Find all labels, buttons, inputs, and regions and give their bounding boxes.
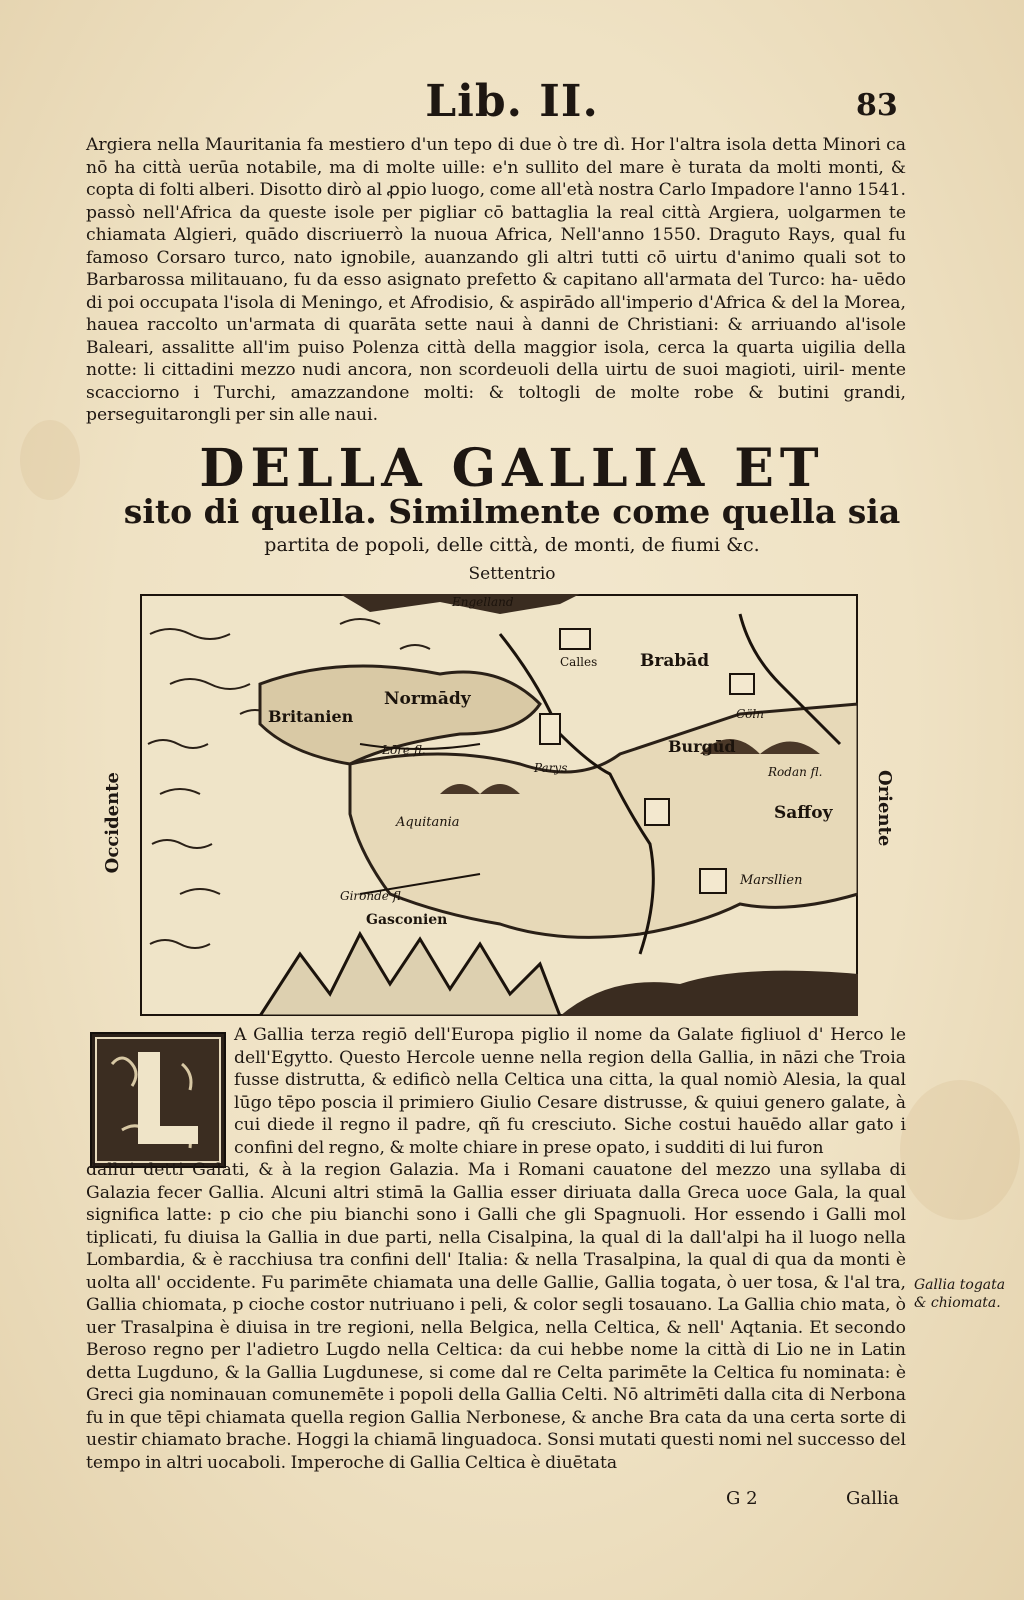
catchword: Gallia <box>846 1488 900 1509</box>
book-heading: Lib. II. <box>425 76 599 127</box>
page-number: 83 <box>856 88 898 123</box>
compass-east-label: Oriente <box>874 770 895 847</box>
chapter-subtitle-2: partita de popoli, delle città, de monti, de fiumi &c. <box>264 534 760 556</box>
map-label-rodan: Rodan fl. <box>768 765 823 779</box>
map-label-gironde: Gironde fl. <box>340 889 405 903</box>
map-label-britanien: Britanien <box>268 707 354 726</box>
chapter-subtitle: sito di quella. Similmente come quella sia <box>123 492 901 531</box>
map-label-parys: Parys <box>534 761 568 775</box>
map-label-aquitania: Aquitania <box>396 815 460 830</box>
map-label-brabad: Brabād <box>640 651 710 671</box>
map-label-lore: Lōre fl. <box>382 743 426 757</box>
marginal-note-line: & chiomata. <box>914 1295 1001 1311</box>
body-paragraph-first: A Gallia terza regiō dell'Europa piglio il nome da Galate figliuol d' Herco le dell'Egytto. Questo Hercole uenne nella region della Gallia, in nāzi che Troia fusse distrutta, & edificò nella Celtica una citta, la qual nomiò Alesia, la qual lūgo tēpo poscia il primiero Giulio Cesare distrusse, & quiui genero galate, à cui diede il regno il padre, qñ fu cresciuto. Siche costui hauēdo allar gato i confini del regno, & molte chiare in prese opato, i sudditi di lui furon <box>234 1025 906 1158</box>
chapter-title: DELLA GALLIA ET <box>199 438 825 499</box>
marginal-note-line: Gallia togata <box>914 1277 1006 1293</box>
map-label-gasconien: Gasconien <box>366 912 448 928</box>
map-label-normady: Normādy <box>384 689 471 709</box>
map-label-engelland: Engelland <box>452 595 514 609</box>
paper-stain <box>900 1080 1020 1220</box>
map-label-burgud: Burgūd <box>668 737 736 756</box>
map-label-calles: Calles <box>560 655 598 669</box>
woodcut-map-gallia <box>140 594 858 1016</box>
compass-north-label: Settentrio <box>468 564 556 584</box>
compass-west-label: Occidente <box>102 772 123 874</box>
body-paragraph: dallui detti Galati, & à la region Galazia. Ma i Romani cauatone del mezzo una syllaba di Galazia fecer Gallia. Alcuni altri stimā la Gallia esser diriuata dalla Greca uoce Gala, la qual significa latte: p cio che piu bianchi sono i Galli che gli Spagnuoli. Hor essendo i Galli mol tiplicati, fu diuisa la Gallia in due parti, nella Cisalpina, la qual di la dall'alpi ha il luogo nella Lombardia, & è racchiusa tra confini dell' Italia: & nella Trasalpina, la qual di qua da monti è uolta all' occidente. Fu parimēte chiamata una delle Gallie, Gallia togata, ò uer tosa, & l'al tra, Gallia chiomata, p cioche costor nutriuano i peli, & color segli tosauano. La Gallia chio mata, ò uer Trasalpina è diuisa in tre regioni, nella Belgica, nella Celtica, & nell' Aqtania. Et secondo Beroso regno per l'adietro Lugdo nella Celtica: da cui hebbe nome la città di Lio ne in Latin detta Lugduno, & la Gallia Lugdunese, si come dal re Celta parimēte la Celtica fu nominata: è Greci gia nominauan comunemēte i popoli della Gallia Celti. Nō altrimēti dalla cita di Nerbona fu in que tēpi chiamata quella region Gallia Nerbonese, & anche Bra cata da una certa sorte di uestir chiamato brache. Hoggi la chiamā linguadoca. Sonsi mutati questi nomi nel successo del tempo in altri uocaboli. Imperoche di Gallia Celtica è diuētata <box>86 1160 906 1473</box>
map-label-coln: Cöln <box>736 707 764 721</box>
map-label-saffoy: Saffoy <box>774 803 833 823</box>
map-label-marsllien: Marsllien <box>740 873 803 888</box>
marginal-note <box>914 1276 1018 1312</box>
top-paragraph: Argiera nella Mauritania fa mestiero d'un tepo di due ò tre dì. Hor l'altra isola detta Minori ca nō ha città uerūa notabile, ma di molte uille: e'n sullito del mare è turata da molti monti, & copta di folti alberi. Disotto dirò al ꝓpio luogo, come all'età nostra Carlo Impadore l'anno 1541. passò nell'Africa da queste isole per pigliar cō battaglia la real città Argiera, uolgarmen te chiamata Algieri, quādo discriuerrò la nuoua Africa, Nell'anno 1550. Draguto Rays, qual fu famoso Corsaro turco, nato ignobile, auanzando gli altri tutti cō uirtu d'animo quali sot to Barbarossa militauano, fu da esso asignato prefetto & capitano all'armata del Turco: ha- uēdo di poi occupata l'isola di Meningo, et Afrodisio, & aspirādo all'imperio d'Africa & del la Morea, hauea raccolto un'armata di quarāta sette naui à danni de Christiani: & arriuando al'isole Baleari, assalitte all'im puiso Polenza città della maggior isola, cerca la quarta uigilia della notte: li cittadini mezzo nudi ancora, non scordeuoli della uirtu de suoi magioti, uiril- mente scacciorno i Turchi, amazzandone molti: & toltogli de molte robe & butini grandi, perseguitarongli per sin alle naui. <box>86 135 906 425</box>
signature-mark: G 2 <box>726 1488 758 1509</box>
decorated-initial-L <box>90 1032 226 1168</box>
